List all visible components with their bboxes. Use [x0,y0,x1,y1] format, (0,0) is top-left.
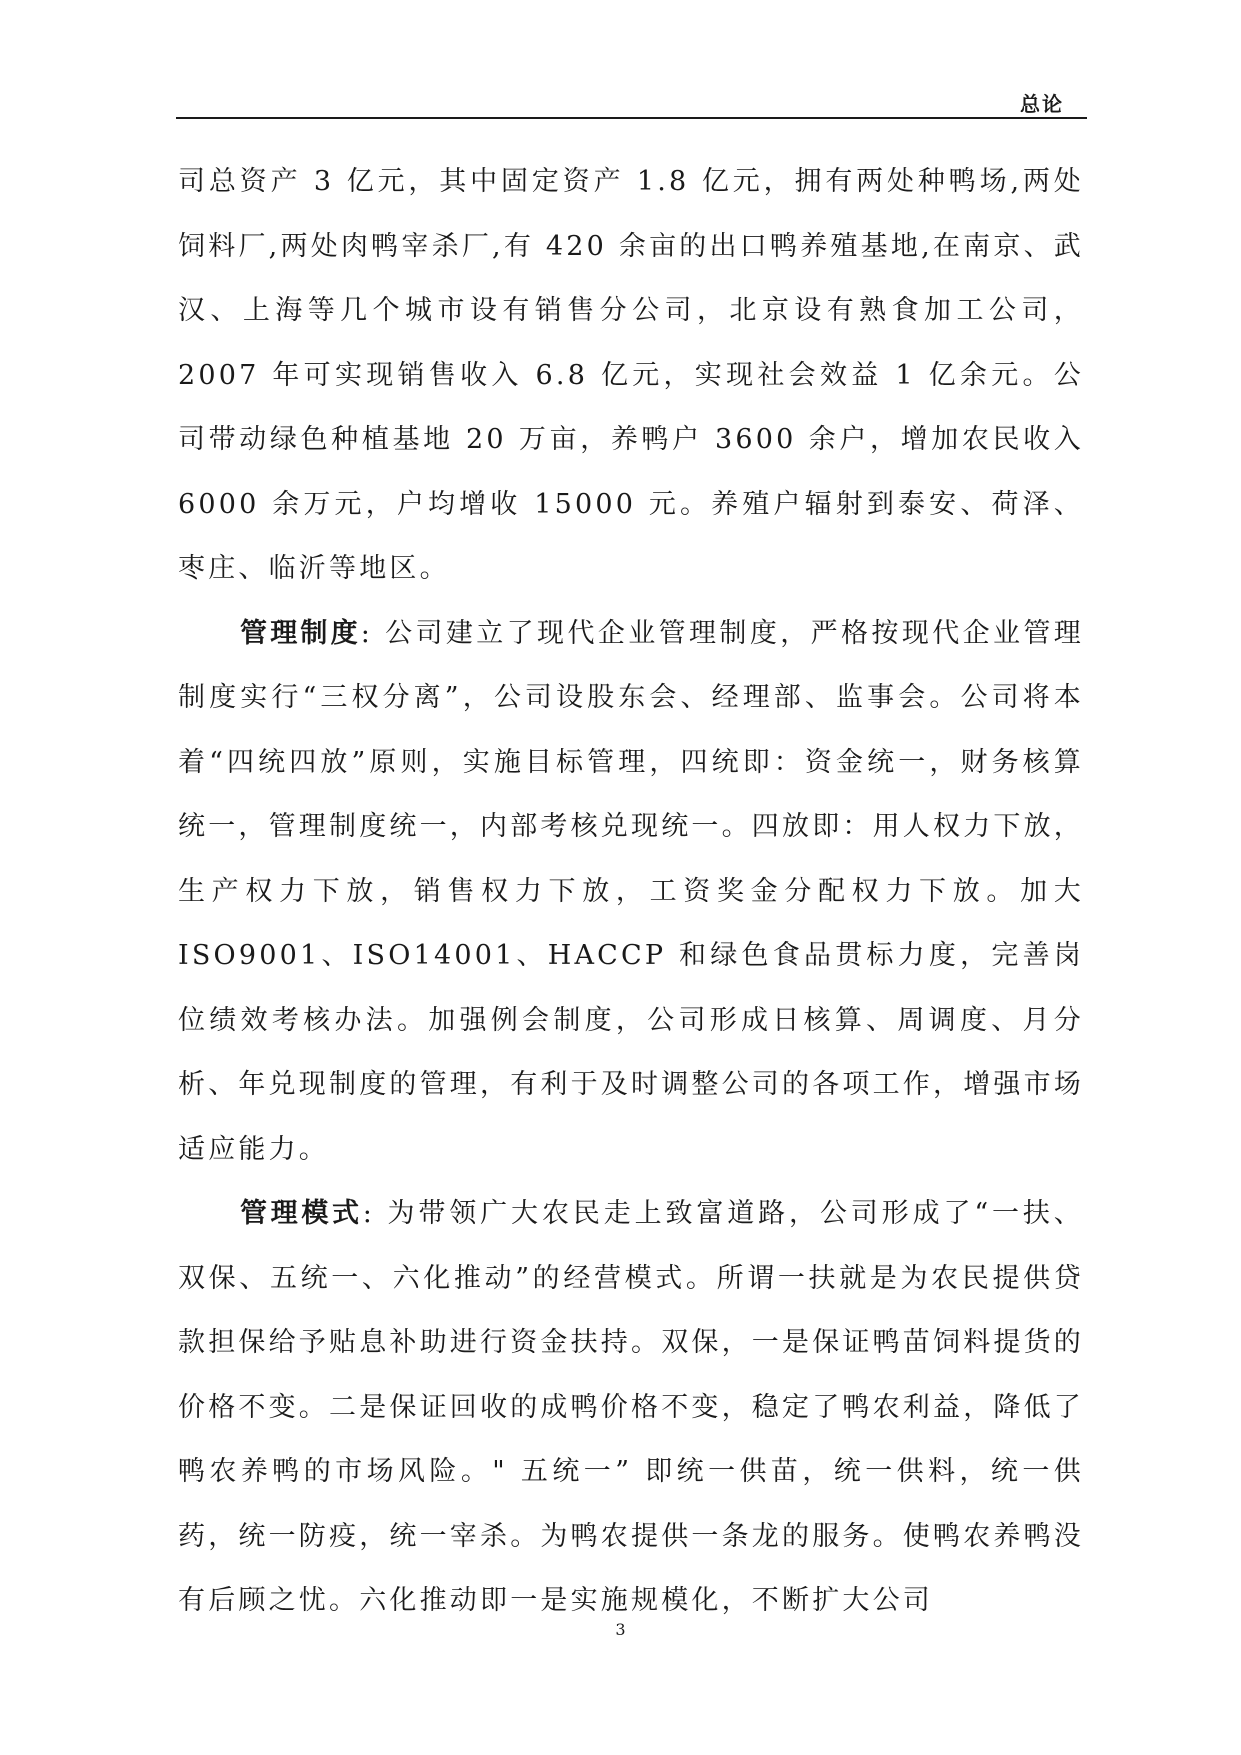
running-header-title: 总论 [1020,92,1064,116]
paragraph-lead-heading: 管理模式 [240,1198,363,1229]
document-body [178,150,1084,1634]
paragraph-lead-heading: 管理制度 [240,617,361,649]
paragraph-text: : 公司建立了现代企业管理制度，严格按现代企业管理制度实行“三权分离”，公司设股东会、经理部、监事会。公司将本着“四统四放”原则，实施目标管理，四统即：资金统一，财务核算统一，管理制度统一，内部考核兑现统一。四放即：用人权力下放，生产权力下放，销售权力下放，工资奖金分配权力下放。加大 ISO9001、ISO14001、HACCP 和绿色食品贯标力度，完善岗位绩效考核办法。加强例会制度，公司形成日核算、周调度、月分析、年兑现制度的管理，有利于及时调整公司的各项工作，增强市场适应能力。 [178,617,1085,1165]
paragraph-management-model [178,1182,1084,1634]
header-divider [176,117,1087,119]
paragraph-text: 司总资产 3 亿元，其中固定资产 1.8 亿元，拥有两处种鸭场,两处饲料厂,两处肉鸭宰杀厂,有 420 余亩的出口鸭养殖基地,在南京、武汉、上海等几个城市设有销售分公司，北京设有熟食加工公司，2007 年可实现销售收入 6.8 亿元，实现社会效益 1 亿余元。公司带动绿色种植基地 20 万亩，养鸭户 3600 余户，增加农民收入 6000 余万元，户均增收 15000 元。养殖户辐射到泰安、荷泽、枣庄、临沂等地区。 [178,166,1084,584]
paragraph-management-system [178,602,1084,1183]
paragraph-text: : 为带领广大农民走上致富道路，公司形成了“一扶、双保、五统一、六化推动”的经营模式。所谓一扶就是为农民提供贷款担保给予贴息补助进行资金扶持。双保，一是保证鸭苗饲料提货的价格不变。二是保证回收的成鸭价格不变，稳定了鸭农利益，降低了鸭农养鸭的市场风险。" 五统一” 即统一供苗，统一供料，统一供药，统一防疫，统一宰杀。为鸭农提供一条龙的服务。使鸭农养鸭没有后顾之忧。六化推动即一是实施规模化，不断扩大公司 [178,1198,1085,1616]
paragraph-company-overview [178,150,1084,602]
page-number: 3 [615,1620,626,1639]
